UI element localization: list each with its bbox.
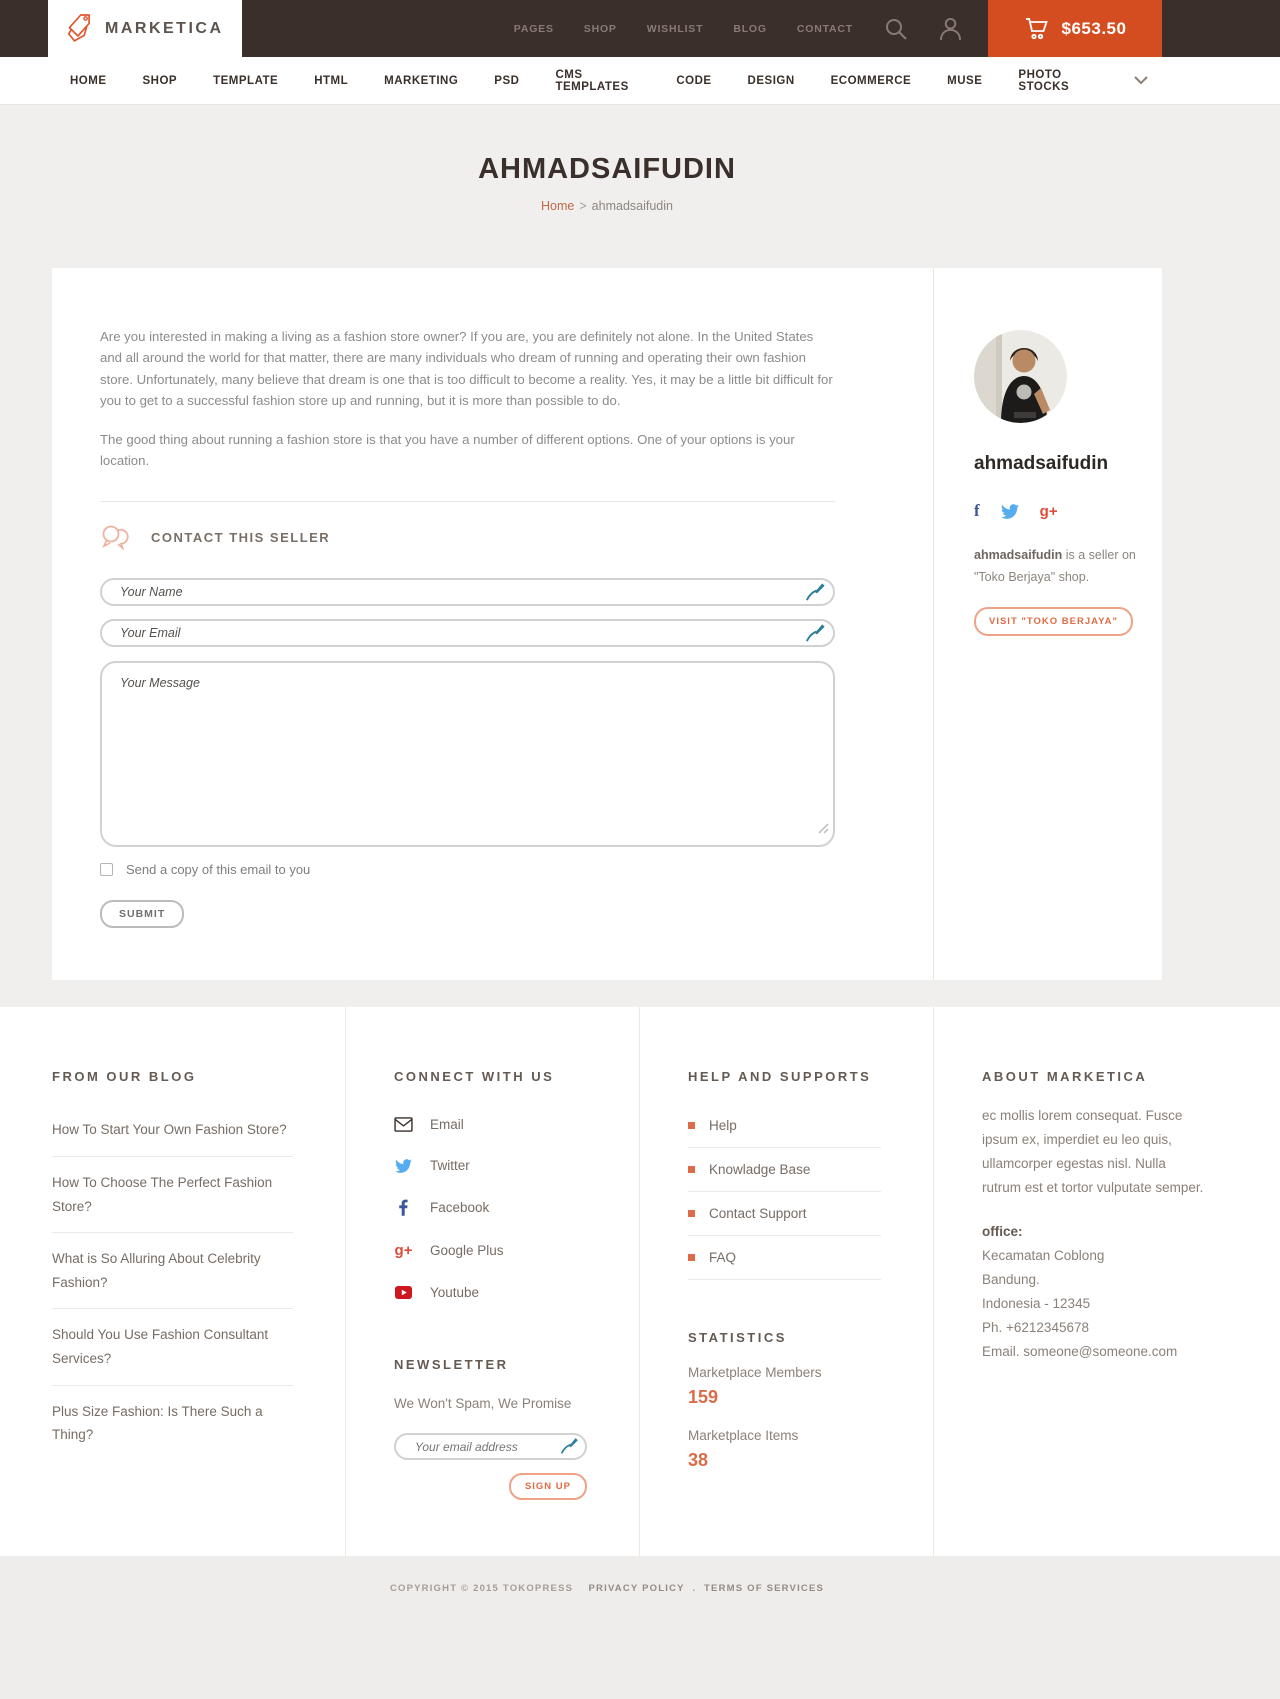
seller-description [974, 545, 1150, 589]
send-copy-row [100, 862, 835, 877]
facebook-icon [394, 1199, 413, 1216]
office-label: office: [982, 1224, 1023, 1240]
article-paragraph: The good thing about running a fashion store is that you have a number of different options. One of your options is your location. [100, 431, 795, 468]
seller-sidebar [934, 268, 1162, 980]
terms-of-services-link[interactable]: TERMS OF SERVICES [704, 1583, 825, 1595]
connect-google-plus-link[interactable]: g+ Google Plus [394, 1242, 504, 1260]
nav-design[interactable]: DESIGN [747, 74, 795, 87]
email-input[interactable] [100, 619, 835, 647]
seller-article-column [52, 268, 934, 980]
copyright-separator: . [692, 1583, 697, 1595]
seller-description-rest: is a seller on "Toko Berjaya" shop. [974, 548, 1136, 584]
square-bullet-icon [688, 1254, 695, 1261]
blog-post-link[interactable]: What is So Alluring About Celebrity Fashion? [52, 1233, 293, 1309]
contact-seller-form [100, 578, 835, 928]
breadcrumb-home-link[interactable]: Home [541, 199, 575, 213]
square-bullet-icon [688, 1122, 695, 1129]
address-line: Kecamatan Coblong [982, 1248, 1105, 1264]
connect-email-link[interactable]: Email [394, 1104, 587, 1145]
topnav-shop[interactable]: SHOP [583, 22, 617, 35]
blog-post-link[interactable]: How To Start Your Own Fashion Store? [52, 1104, 293, 1157]
address-line: Bandung. [982, 1272, 1040, 1288]
knowledge-base-link[interactable]: Knowladge Base [688, 1148, 881, 1192]
newsletter-email-input[interactable] [394, 1433, 587, 1460]
faq-link[interactable]: FAQ [688, 1236, 881, 1280]
newsletter-heading: NEWSLETTER [394, 1357, 509, 1373]
contact-support-link[interactable]: Contact Support [688, 1192, 881, 1236]
youtube-icon [394, 1286, 413, 1299]
topnav-contact[interactable]: CONTACT [796, 22, 853, 35]
send-copy-checkbox[interactable] [100, 863, 113, 876]
marketica-tag-logo-icon [66, 12, 94, 46]
message-textarea[interactable] [100, 661, 835, 847]
google-plus-icon: g+ [394, 1242, 413, 1260]
seller-name: ahmadsaifudin [974, 453, 1109, 474]
user-account-icon[interactable] [939, 16, 962, 41]
office-address [982, 1220, 1208, 1364]
brand-name: MARKETICA [105, 19, 224, 37]
contact-seller-heading: CONTACT THIS SELLER [151, 529, 331, 545]
address-line: Email. someone@someone.com [982, 1344, 1178, 1360]
top-header-bar [0, 0, 1280, 57]
main-navigation [0, 57, 1280, 105]
address-line: Ph. +6212345678 [982, 1320, 1089, 1336]
nav-ecommerce[interactable]: ECOMMERCE [830, 74, 912, 87]
breadcrumb [52, 199, 1162, 213]
footer-about-heading: ABOUT MARKETICA [982, 1069, 1148, 1085]
connect-facebook-link[interactable]: Facebook [394, 1186, 587, 1229]
footer-help-column [640, 1007, 934, 1556]
nav-shop[interactable]: SHOP [142, 74, 178, 87]
address-line: Indonesia - 12345 [982, 1296, 1091, 1312]
nav-code[interactable]: CODE [676, 74, 712, 87]
page-body-section [0, 105, 1280, 1007]
cart-button[interactable] [988, 0, 1162, 57]
breadcrumb-current: ahmadsaifudin [591, 199, 673, 213]
about-text: ec mollis lorem consequat. Fusce ipsum ex, imperdiet eu leo quis, ullamcorper egestas nisl. Nulla rutrum est et tortor vulputate semper. [982, 1108, 1204, 1196]
contact-seller-heading-row [100, 524, 835, 550]
cart-icon [1024, 17, 1050, 41]
newsletter-tagline: We Won't Spam, We Promise [394, 1396, 572, 1412]
submit-button[interactable]: SUBMIT [100, 900, 184, 928]
connect-youtube-link[interactable]: Youtube [394, 1272, 587, 1313]
footer-connect-column [346, 1007, 640, 1556]
seller-page-card [52, 268, 1162, 980]
square-bullet-icon [688, 1210, 695, 1217]
nav-cms-templates[interactable]: CMS TEMPLATES [555, 68, 629, 93]
send-copy-label: Send a copy of this email to you [126, 862, 311, 878]
square-bullet-icon [688, 1166, 695, 1173]
nav-psd[interactable]: PSD [494, 74, 520, 87]
stat-value: 38 [688, 1450, 709, 1471]
privacy-policy-link[interactable]: PRIVACY POLICY [588, 1583, 685, 1595]
footer [0, 1007, 1280, 1556]
copyright-bar [0, 1556, 1280, 1699]
topnav-blog[interactable]: BLOG [733, 22, 767, 35]
nav-photo-stocks[interactable]: PHOTO STOCKS [1018, 68, 1070, 93]
chat-bubbles-icon [100, 524, 131, 550]
seller-avatar [974, 330, 1067, 423]
twitter-icon[interactable] [1001, 504, 1019, 519]
blog-post-link[interactable]: Should You Use Fashion Consultant Services? [52, 1309, 293, 1385]
footer-about-column [934, 1007, 1228, 1556]
topnav-wishlist[interactable]: WISHLIST [646, 22, 704, 35]
footer-help-heading: HELP AND SUPPORTS [688, 1069, 872, 1085]
twitter-icon [394, 1159, 413, 1173]
nav-template[interactable]: TEMPLATE [213, 74, 279, 87]
statistics-heading: STATISTICS [688, 1330, 787, 1346]
name-input[interactable] [100, 578, 835, 606]
search-icon[interactable] [885, 18, 907, 40]
page-title: AHMADSAIFUDIN [478, 153, 736, 185]
blog-post-link[interactable]: How To Choose The Perfect Fashion Store? [52, 1157, 293, 1233]
nav-html[interactable]: HTML [314, 74, 349, 87]
seller-description-name: ahmadsaifudin [974, 548, 1063, 562]
nav-muse[interactable]: MUSE [947, 74, 983, 87]
site-logo[interactable] [48, 0, 242, 57]
help-link[interactable]: Help [688, 1104, 881, 1148]
cart-total: $653.50 [1061, 18, 1127, 38]
top-navigation [514, 23, 853, 35]
footer-connect-heading: CONNECT WITH US [394, 1069, 555, 1085]
connect-twitter-link[interactable]: Twitter [394, 1145, 587, 1186]
topnav-pages[interactable]: PAGES [513, 22, 554, 35]
nav-marketing[interactable]: MARKETING [384, 74, 459, 87]
stat-value: 159 [688, 1387, 719, 1408]
article-paragraph: Are you interested in making a living as a fashion store owner? If you are, you are definitely not alone. In the United States and all around the world for that matter, there are many individuals who dream of running and operating their own fashion store. Unfortunately, many believe that dream is one that is too difficult to become a reality. Yes, it may be a little bit difficult for you to get to a successful fashion store up and running, but it is more than possible to do. [100, 329, 833, 409]
footer-blog-column [52, 1007, 346, 1556]
signup-button[interactable]: SIGN UP [509, 1473, 587, 1500]
email-icon [394, 1117, 413, 1132]
google-plus-icon[interactable]: g+ [1039, 502, 1058, 520]
visit-shop-button[interactable]: VISIT "TOKO BERJAYA" [974, 607, 1133, 636]
stat-label: Marketplace Items [688, 1428, 799, 1444]
chevron-down-icon[interactable] [1134, 76, 1148, 85]
copyright-text: COPYRIGHT © 2015 TOKOPRESS [389, 1583, 574, 1595]
seller-social-links [974, 501, 1150, 521]
facebook-icon[interactable]: f [974, 501, 980, 520]
footer-blog-heading: FROM OUR BLOG [52, 1069, 197, 1085]
content-divider [100, 501, 835, 502]
stat-label: Marketplace Members [688, 1365, 822, 1381]
nav-home[interactable]: HOME [70, 74, 107, 87]
breadcrumb-separator: > [579, 199, 587, 213]
blog-post-link[interactable]: Plus Size Fashion: Is There Such a Thing? [52, 1403, 263, 1443]
